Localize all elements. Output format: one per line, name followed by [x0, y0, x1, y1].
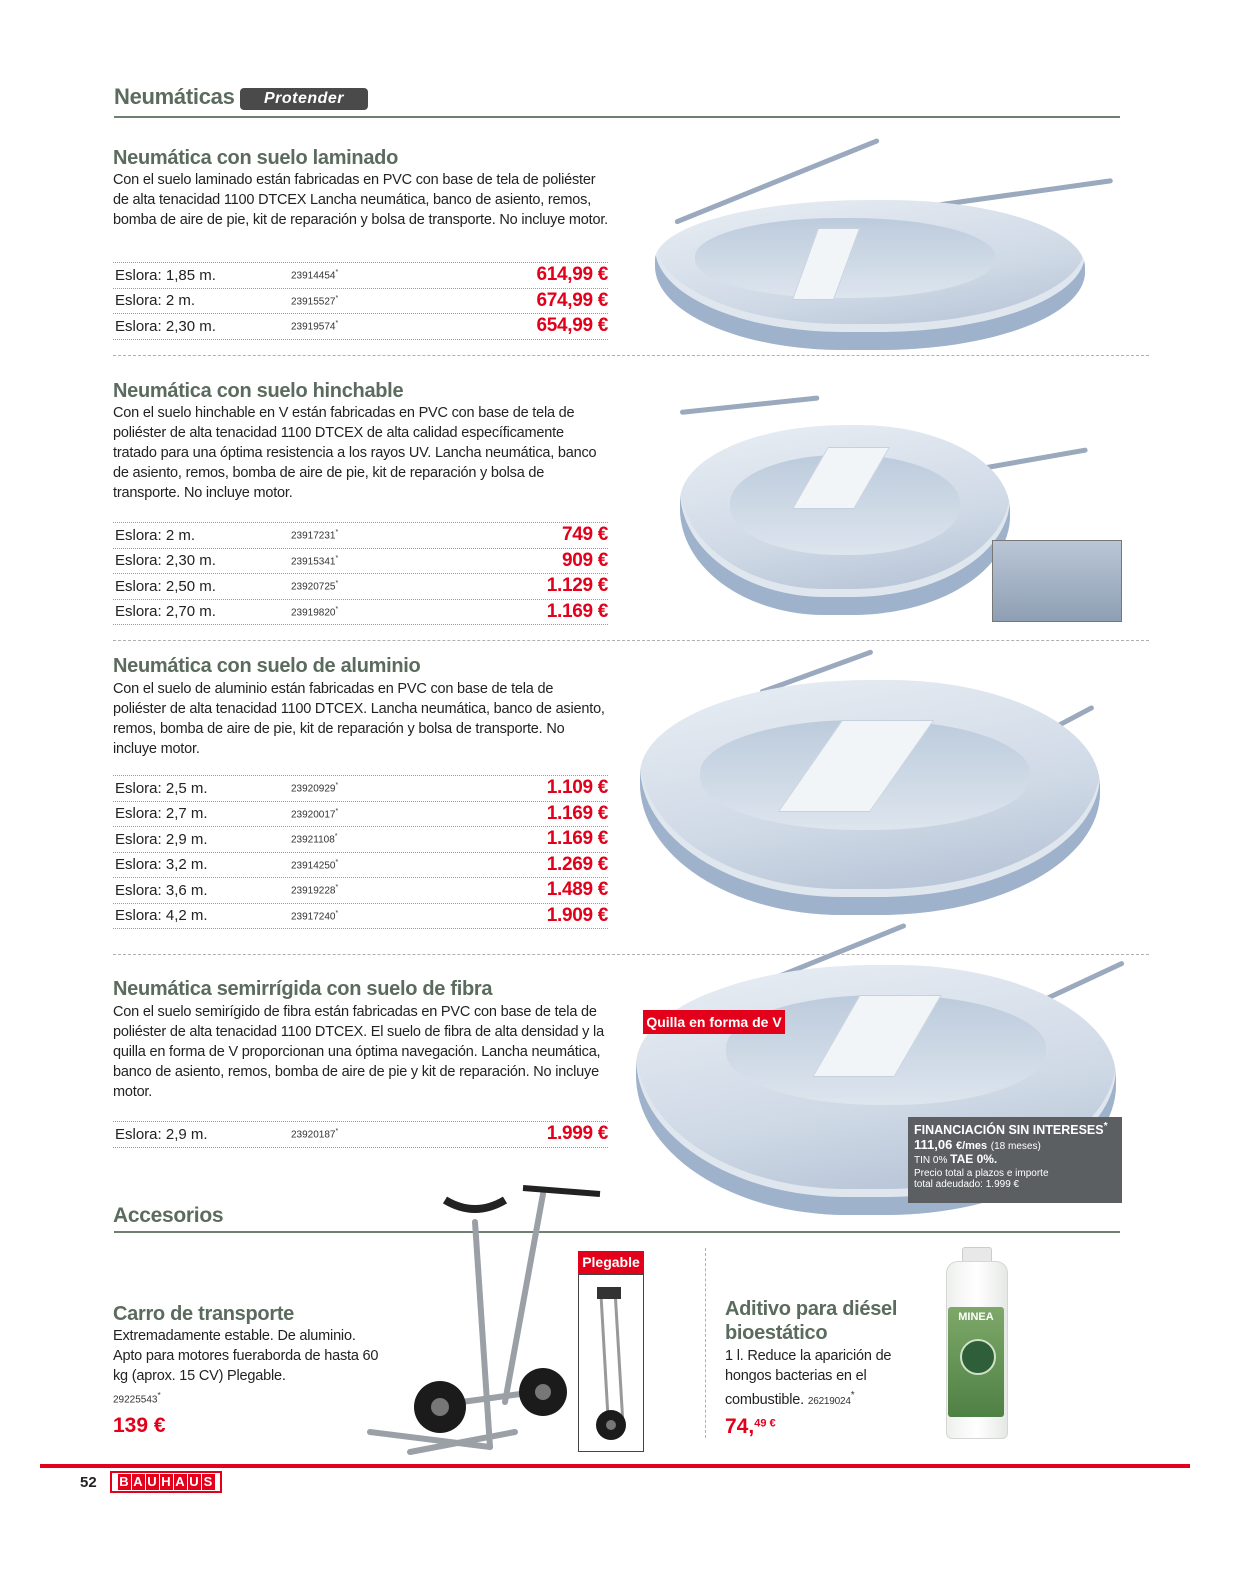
row-code: 23920017*	[291, 807, 339, 820]
row-price: 674,99 €	[536, 289, 608, 311]
table-row	[113, 827, 608, 853]
row-price: 614,99 €	[536, 264, 608, 286]
row-price: 1.169 €	[546, 600, 608, 622]
row-price: 654,99 €	[536, 315, 608, 337]
row-price: 1.909 €	[546, 904, 608, 926]
table-row	[113, 574, 608, 600]
financing-box	[908, 1117, 1122, 1203]
row-price: 749 €	[561, 524, 608, 546]
keel-badge: Quilla en forma de V	[643, 1010, 785, 1034]
table-row	[113, 289, 608, 315]
accessories-divider	[114, 1231, 1120, 1233]
section-title-aluminio: Neumática con suelo de aluminio	[113, 655, 421, 677]
bauhaus-logo: B A U H A U S	[110, 1471, 222, 1493]
cart-desc: Extremadamente estable. De aluminio. Apto para motores fueraborda de hasta 60 kg (aprox. 15 CV) Plegable.	[113, 1328, 379, 1384]
additive-title: Aditivo para diésel bioestático	[725, 1298, 898, 1344]
section-desc-hinchable: Con el suelo hinchable en V están fabricadas en PVC con base de tela de poliéster de alta tenacidad 1100 DTCEX de alta calidad específicamente tratado para una óptima resistencia a los rayos UV. Lancha neumática, banco de asiento, remos, bomba de aire de pie, kit de reparación y bolsa de transporte. No incluye motor.	[113, 405, 597, 501]
row-label: Eslora: 2 m.	[115, 526, 196, 544]
price-table-aluminio	[113, 775, 608, 929]
row-price: 1.169 €	[546, 802, 608, 824]
section-desc-semirrigida: Con el suelo semirígido de fibra están fabricadas en PVC con base de tela de poliéster de alta tenacidad 1100 DTCEX. El suelo de fibra de alta densidad y la quilla en forma de V proporcionan una óptima navegación. Lancha neumática, banco de asiento, remos, bomba de aire de pie y kit de reparación. No incluye motor.	[113, 1004, 604, 1100]
row-code: 23919574*	[291, 320, 339, 333]
row-code: 23920725*	[291, 580, 339, 593]
additive-price: 74,$^{49 €}$	[725, 1415, 776, 1438]
section-title-hinchable: Neumática con suelo hinchable	[113, 380, 404, 402]
header-divider	[114, 116, 1120, 118]
table-row	[113, 263, 608, 289]
additive-bottle-image: MINEA	[944, 1247, 1008, 1439]
row-code: 23917231*	[291, 529, 339, 542]
row-code: 23919228*	[291, 884, 339, 897]
price-table-hinchable	[113, 522, 608, 625]
row-label: Eslora: 2,9 m.	[115, 830, 208, 848]
section-divider	[113, 355, 1149, 356]
cart-image	[365, 1182, 605, 1472]
folded-cart-image	[578, 1274, 644, 1452]
cart-title: Carro de transporte	[113, 1303, 295, 1325]
boat-image-hinchable	[680, 385, 1120, 630]
row-label: Eslora: 2,30 m.	[115, 552, 216, 570]
brand-logo: Protender	[240, 88, 368, 110]
page-title: Neumáticas	[114, 84, 235, 109]
row-code: 23921108*	[291, 833, 338, 846]
section-title-semirrigida: Neumática semirrígida con suelo de fibra	[113, 978, 493, 1000]
boat-image-aluminio	[640, 660, 1120, 920]
financing-rates: TIN 0% TAE 0%.	[914, 1152, 998, 1167]
row-label: Eslora: 2,5 m.	[115, 779, 208, 797]
section-desc-aluminio: Con el suelo de aluminio están fabricadas en PVC con base de tela de poliéster de alta tenacidad 1100 DTCEX. Lancha neumática, banco de asiento, remos, bomba de aire de pie, kit de reparación y bolsa de transporte. No incluye motor.	[113, 681, 605, 757]
table-row	[113, 523, 608, 549]
row-code: 23920929*	[291, 782, 339, 795]
detail-inset-image	[992, 540, 1122, 622]
foldable-badge: Plegable	[578, 1251, 644, 1274]
table-row	[113, 1122, 608, 1148]
financing-note: Precio total a plazos e importe total adeudado: 1.999 €	[914, 1168, 1049, 1191]
price-table-semirrigida	[113, 1121, 608, 1148]
row-label: Eslora: 2,7 m.	[115, 805, 208, 823]
table-row	[113, 878, 608, 904]
row-code: 23917240*	[291, 909, 339, 922]
cart-price: 139 €	[113, 1414, 166, 1437]
row-price: 1.109 €	[546, 777, 608, 799]
row-price: 1.269 €	[546, 853, 608, 875]
row-code: 23915341*	[291, 554, 339, 567]
table-row	[113, 776, 608, 802]
section-title-laminado: Neumática con suelo laminado	[113, 147, 399, 169]
footer-rule	[40, 1464, 1190, 1468]
row-label: Eslora: 1,85 m.	[115, 266, 216, 284]
boat-image-laminado	[655, 180, 1105, 350]
cart-code: 29225543*	[113, 1390, 161, 1406]
table-row	[113, 600, 608, 626]
table-row	[113, 802, 608, 828]
row-code: 23914454*	[291, 269, 339, 282]
oar-icon	[680, 395, 820, 415]
row-label: Eslora: 3,2 m.	[115, 856, 208, 874]
row-code: 23920187*	[291, 1128, 339, 1141]
row-label: Eslora: 2,70 m.	[115, 603, 216, 621]
row-code: 23914250*	[291, 858, 339, 871]
row-price: 1.169 €	[546, 828, 608, 850]
row-code: 23915527*	[291, 294, 339, 307]
table-row	[113, 853, 608, 879]
row-label: Eslora: 2 m.	[115, 292, 196, 310]
section-desc-laminado: Con el suelo laminado están fabricadas en PVC con base de tela de poliéster de alta tenacidad 1100 DTCEX Lancha neumática, banco de asiento, remos, bomba de aire de pie, kit de reparación y bolsa de transporte. No incluye motor.	[113, 172, 609, 228]
row-label: Eslora: 2,9 m.	[115, 1125, 208, 1143]
row-label: Eslora: 3,6 m.	[115, 881, 208, 899]
row-label: Eslora: 2,50 m.	[115, 577, 216, 595]
row-price: 1.129 €	[546, 575, 608, 597]
row-price: 1.999 €	[546, 1123, 608, 1145]
table-row	[113, 904, 608, 930]
price-table-laminado	[113, 262, 608, 340]
row-label: Eslora: 4,2 m.	[115, 907, 208, 925]
table-row	[113, 549, 608, 575]
additive-desc: 1 l. Reduce la aparición de hongos bacterias en el combustible. 26219024*	[725, 1348, 892, 1408]
row-price: 1.489 €	[546, 879, 608, 901]
page-number: 52	[80, 1474, 97, 1491]
row-label: Eslora: 2,30 m.	[115, 317, 216, 335]
row-price: 909 €	[561, 549, 608, 571]
table-row	[113, 314, 608, 340]
financing-monthly: 111,06 €/mes (18 meses)	[914, 1137, 1041, 1153]
row-code: 23919820*	[291, 605, 339, 618]
section-divider	[113, 640, 1149, 641]
financing-title: FINANCIACIÓN SIN INTERESES*	[914, 1121, 1108, 1138]
accessories-title: Accesorios	[113, 1204, 224, 1227]
accessories-column-divider	[705, 1248, 706, 1438]
